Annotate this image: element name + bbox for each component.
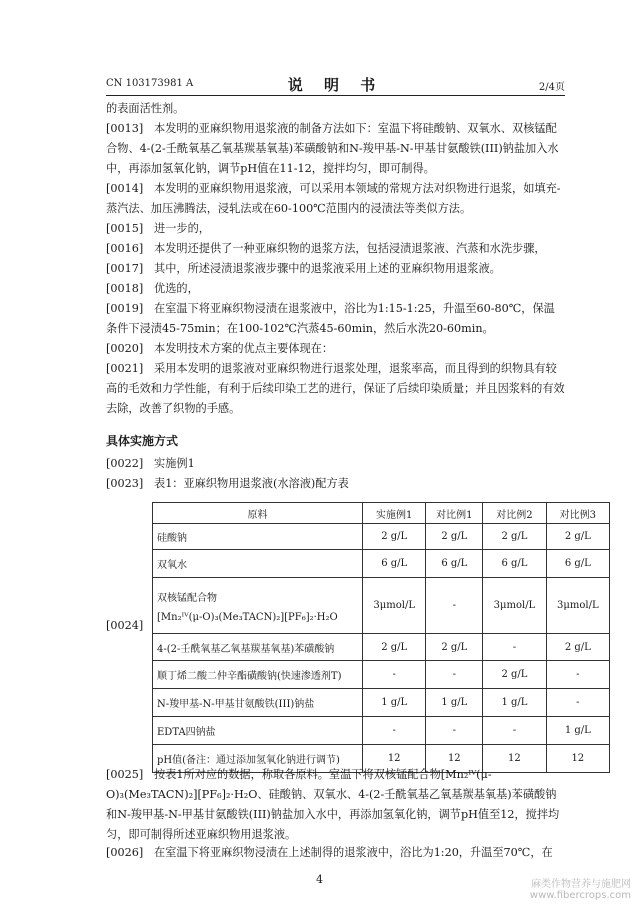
paragraph-0025 xyxy=(106,765,565,845)
paragraph-0020 xyxy=(106,339,565,359)
table-cell: - xyxy=(426,661,483,689)
paragraph-0016 xyxy=(106,239,565,259)
ingredient-name: pH值(备注：通过添加氢氧化钠进行调节) xyxy=(153,745,363,773)
table-cell: 2 g/L xyxy=(426,634,483,661)
table-cell: 6 g/L xyxy=(363,550,426,578)
table-cell: 12 xyxy=(483,745,546,773)
table-cell: 2 g/L xyxy=(483,524,546,550)
table-cell: - xyxy=(483,634,546,661)
paragraph-text: 按表1所对应的数据，称取各原料。室温下将双核锰配合物[Mn₂ᴵⱽ(μ-O)₃(Me₃TACN)₂][PF₆]₂·H₂O、硅酸钠、双氧水、4-(2-壬酰氧基乙氧基羰基氧基)苯磺酸钠和N-羧甲基-N-甲基甘氨酸铁(III)钠盐加入水中，再添加氢氧化钠，调节pH值至12，搅拌均匀，即可制得所述亚麻织物用退浆液。 xyxy=(106,768,560,841)
paragraph-text: 在室温下将亚麻织物浸渍在上述制得的退浆液中，浴比为1:20，升温至70℃，在 xyxy=(154,846,553,859)
ingredient-name: N-羧甲基-N-甲基甘氨酸铁(III)钠盐 xyxy=(153,689,363,717)
paragraph-0019 xyxy=(106,299,565,339)
formula-table xyxy=(152,502,610,773)
table-cell: 6 g/L xyxy=(546,550,609,578)
doc-number: CN 103173981 A xyxy=(106,78,194,89)
table-cell: 3μmol/L xyxy=(483,578,546,634)
paragraph-text: 的表面活性剂。 xyxy=(106,102,185,115)
column-header: 对比例1 xyxy=(426,503,483,524)
ingredient-name: 顺丁烯二酸二仲辛酯磺酸钠(快速渗透剂T) xyxy=(153,661,363,689)
ingredient-label: 双核锰配合物 xyxy=(157,592,217,604)
paragraph-number: [0017] xyxy=(106,262,144,275)
paragraph-number: [0022] xyxy=(106,457,144,470)
paragraph-number: [0015] xyxy=(106,222,144,235)
section-heading: 具体实施方式 xyxy=(106,434,179,448)
paragraph-0023 xyxy=(106,474,565,494)
table-caption: 表1：亚麻织物用退浆液(水溶液)配方表 xyxy=(154,477,349,490)
paragraph-text: 本发明还提供了一种亚麻织物的退浆方法，包括浸渍退浆液、汽蒸和水洗步骤， xyxy=(154,242,546,255)
table-row xyxy=(153,550,610,578)
paragraph-text: 本发明的亚麻织物用退浆液，可以采用本领域的常规方法对织物进行退浆，如填充-蒸汽法、加压沸腾法，浸轧法或在60-100℃范围内的浸渍法等类似方法。 xyxy=(106,182,561,215)
paragraph-text: 本发明的亚麻织物用退浆液的制备方法如下：室温下将硅酸钠、双氧水、双核锰配合物、4-(2-壬酰氧基乙氧基羰基氧基)苯磺酸钠和N-羧甲基-N-甲基甘氨酸铁(III)钠盐加入水中，再添加氢氧化钠，调节pH值在11-12，搅拌均匀，即可制得。 xyxy=(106,122,559,175)
paragraph-text: 其中，所述浸渍退浆液步骤中的退浆液采用上述的亚麻织物用退浆液。 xyxy=(154,262,501,275)
paragraph-number: [0013] xyxy=(106,122,144,135)
page-number: 4 xyxy=(316,873,323,886)
chemical-formula: [Mn₂ᴵⱽ(μ-O)₃(Me₃TACN)₂][PF₆]₂·H₂O xyxy=(157,611,338,623)
table-cell: 1 g/L xyxy=(483,689,546,717)
table-row xyxy=(153,578,610,634)
ingredient-name: 4-(2-壬酰氧基乙氧基羰基氧基)苯磺酸钠 xyxy=(153,634,363,661)
table-cell: - xyxy=(363,661,426,689)
table-cell: 2 g/L xyxy=(483,661,546,689)
table-cell: 2 g/L xyxy=(546,634,609,661)
table-cell: 2 g/L xyxy=(363,634,426,661)
paragraph-0013 xyxy=(106,119,565,179)
table-cell: 1 g/L xyxy=(426,689,483,717)
paragraph-text: 在室温下将亚麻织物浸渍在退浆液中，浴比为1:15-1:25，升温至60-80℃，保温条件下浸渍45-75min；在100-102℃汽蒸45-60min，然后水洗20-60min。 xyxy=(106,302,555,335)
table-cell: - xyxy=(426,717,483,745)
table-cell: - xyxy=(546,661,609,689)
paragraph-text: 进一步的， xyxy=(154,222,210,235)
table-row xyxy=(153,689,610,717)
paragraph-0024-number: [0024] xyxy=(106,619,144,632)
table-cell: - xyxy=(483,717,546,745)
paragraph-0026 xyxy=(106,843,565,863)
table-row xyxy=(153,634,610,661)
paragraph-0021 xyxy=(106,359,565,419)
table-cell: 2 g/L xyxy=(363,524,426,550)
table-cell: 1 g/L xyxy=(363,689,426,717)
paragraph-0017 xyxy=(106,259,565,279)
paragraph-continuation xyxy=(106,99,565,119)
table-cell: 6 g/L xyxy=(483,550,546,578)
ingredient-name: 双氧水 xyxy=(153,550,363,578)
paragraph-text: 实施例1 xyxy=(154,457,195,470)
ingredient-name xyxy=(153,578,363,634)
table-cell: 2 g/L xyxy=(426,524,483,550)
table-cell: 2 g/L xyxy=(546,524,609,550)
paragraph-number: [0026] xyxy=(106,846,144,859)
paragraph-text: 采用本发明的退浆液对亚麻织物进行退浆处理，退浆率高，而且得到的织物具有较高的毛效和力学性能，有利于后续印染工艺的进行，保证了后续印染质量；并且因浆料的有效去除，改善了织物的手感。 xyxy=(106,362,565,415)
paragraph-0014 xyxy=(106,179,565,219)
table-cell: - xyxy=(426,578,483,634)
paragraph-0018 xyxy=(106,279,565,299)
table-cell: 12 xyxy=(426,745,483,773)
ingredient-name: 硅酸钠 xyxy=(153,524,363,550)
paragraph-0015 xyxy=(106,219,565,239)
header-rule xyxy=(106,95,565,96)
table-cell: 1 g/L xyxy=(546,717,609,745)
watermark xyxy=(530,879,631,901)
paragraph-number: [0021] xyxy=(106,362,144,375)
page-header xyxy=(106,74,565,92)
watermark-url: www.fibercrops.com xyxy=(529,890,631,901)
doc-title: 说 明 书 xyxy=(287,76,384,94)
column-header: 实施例1 xyxy=(363,503,426,524)
paragraph-number: [0019] xyxy=(106,302,144,315)
column-header: 对比例2 xyxy=(483,503,546,524)
table-cell: 12 xyxy=(363,745,426,773)
table-cell: 12 xyxy=(546,745,609,773)
ingredient-name: EDTA四钠盐 xyxy=(153,717,363,745)
paragraph-number: [0020] xyxy=(106,342,144,355)
table-cell: 3μmol/L xyxy=(546,578,609,634)
table-cell: - xyxy=(363,717,426,745)
paragraph-text: 本发明技术方案的优点主要体现在： xyxy=(154,342,334,355)
table-cell: - xyxy=(546,689,609,717)
watermark-line: 麻类作物营养与施肥网 xyxy=(531,879,631,890)
paragraph-number: [0014] xyxy=(106,182,144,195)
paragraph-0022 xyxy=(106,454,565,474)
table-cell: 3μmol/L xyxy=(363,578,426,634)
table-header-row xyxy=(153,503,610,524)
paragraph-number: [0018] xyxy=(106,282,144,295)
page-indicator: 2/4页 xyxy=(538,82,565,93)
table-cell: 6 g/L xyxy=(426,550,483,578)
table-row xyxy=(153,661,610,689)
paragraph-number: [0023] xyxy=(106,477,144,490)
table-row xyxy=(153,717,610,745)
paragraph-number: [0016] xyxy=(106,242,144,255)
paragraph-number: [0025] xyxy=(106,768,144,781)
column-header: 原料 xyxy=(153,503,363,524)
paragraph-text: 优选的， xyxy=(154,282,199,295)
column-header: 对比例3 xyxy=(546,503,609,524)
table-row xyxy=(153,524,610,550)
